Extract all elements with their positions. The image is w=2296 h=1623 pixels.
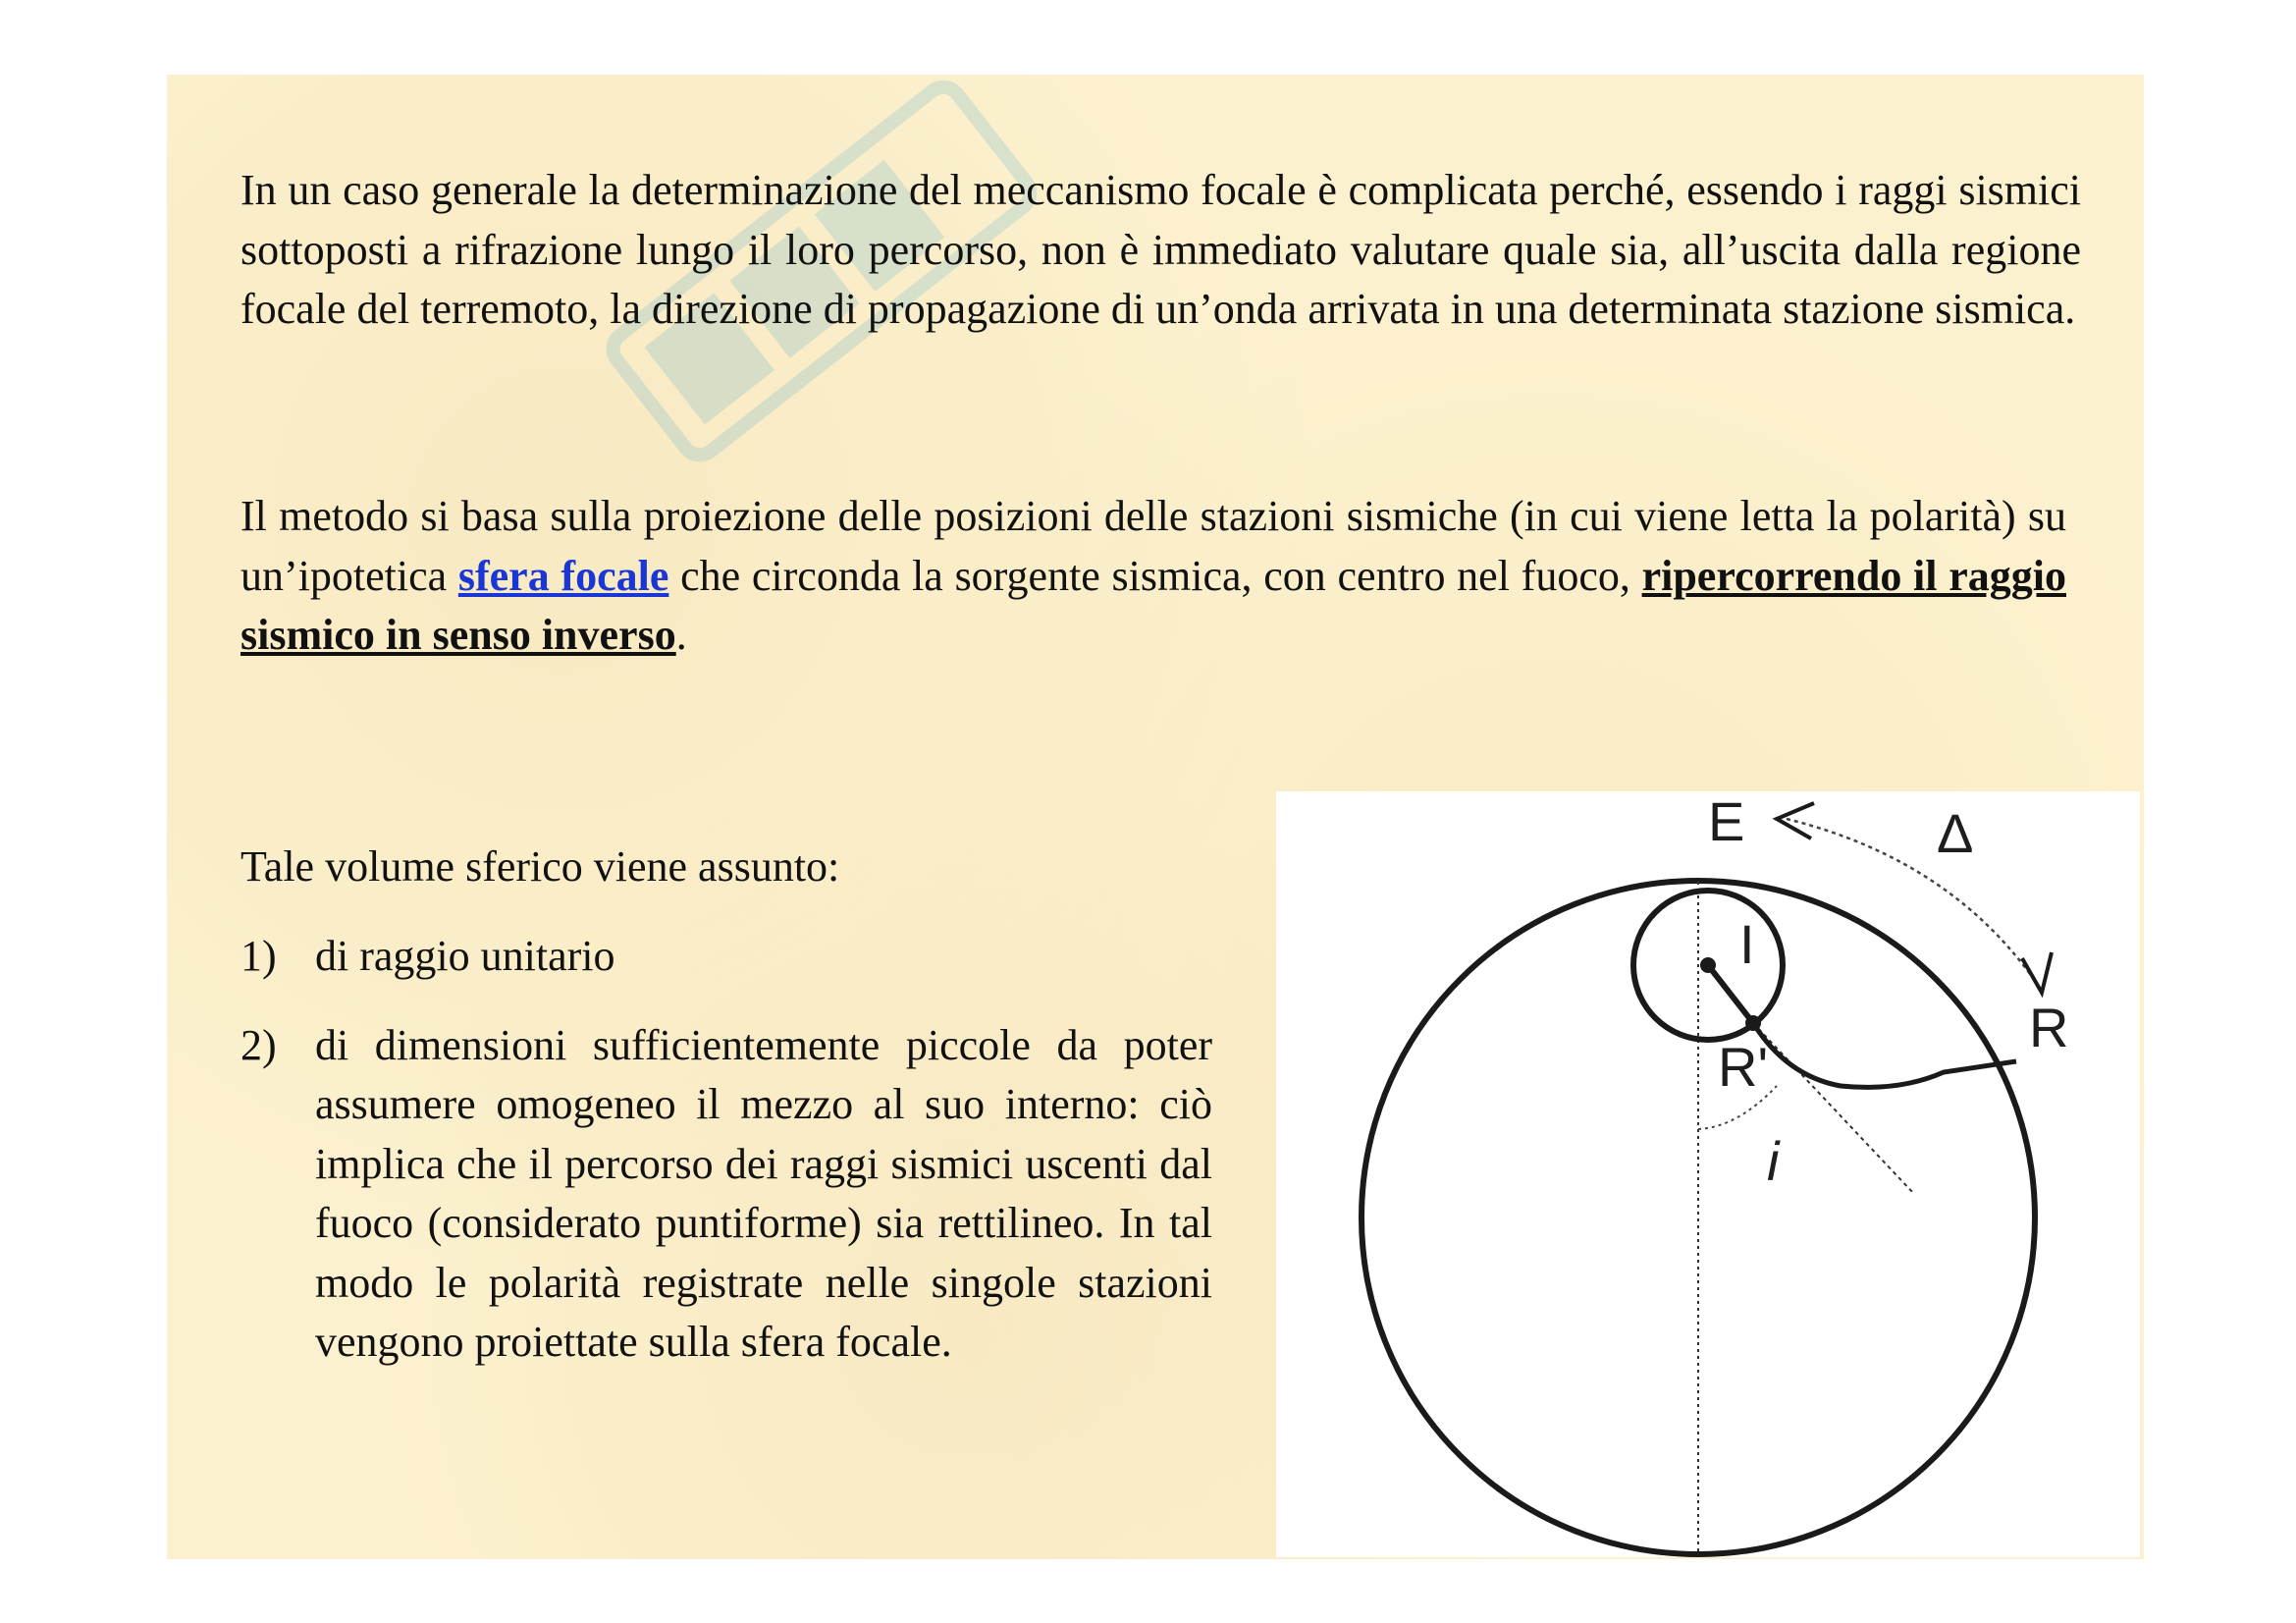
label-e: E <box>1708 791 1745 852</box>
label-r: R <box>2029 997 2069 1058</box>
label-delta: Δ <box>1937 802 1974 864</box>
paragraph-intro: In un caso generale la determinazione del meccanismo focale è complicata perché, essendo i raggi sismici sottoposti a rifrazione lungo il loro percorso, non è immediato valutare quale sia, all’uscita dalla regione focale del terremoto, la direzione di propagazione di un’onda arrivata in una determinata stazione sismica. <box>240 166 2081 333</box>
focal-sphere-diagram <box>1276 791 2140 1557</box>
list-item-number: 1) <box>240 932 277 980</box>
paragraph-method <box>240 487 2066 666</box>
assumptions-list <box>240 927 1212 1402</box>
arrow-head-r <box>2022 952 2052 993</box>
label-i-upper: I <box>1739 913 1755 975</box>
list-item <box>240 927 1212 987</box>
list-item-text: di raggio unitario <box>315 932 615 980</box>
list-intro: Tale volume sferico viene assunto: <box>240 842 840 891</box>
label-i-angle: i <box>1767 1130 1780 1192</box>
paragraph-method-text-3: . <box>675 611 687 659</box>
list-item-number: 2) <box>240 1020 277 1069</box>
focal-sphere-figure <box>1276 791 2140 1557</box>
paragraph-method-text-1: Il metodo si basa sulla proiezione delle posizioni delle stazioni sismiche (in cui viene letta la polarità) su un’ipotetica <box>240 492 2066 600</box>
paragraph-method-text-2: che circonda la sorgente sismica, con centro nel fuoco, <box>668 551 1642 600</box>
emphasis-inverse-ray: ripercorrendo il raggio sismico in senso inverso <box>240 551 2066 659</box>
focus-point <box>1700 957 1716 973</box>
sfera-focale-link[interactable]: sfera focale <box>457 551 669 600</box>
list-item-text: di dimensioni sufficientemente piccole da poter assumere omogeneo il mezzo al suo interno: ciò implica che il percorso dei raggi sismici uscenti dal fuoco (considerato puntiforme) sia rettilineo. In tal modo le polarità registrate nelle singole stazioni vengono proiettate sulla sfera focale. <box>315 1020 1212 1366</box>
list-item <box>240 1016 1212 1373</box>
label-r-prime: R' <box>1718 1036 1769 1098</box>
